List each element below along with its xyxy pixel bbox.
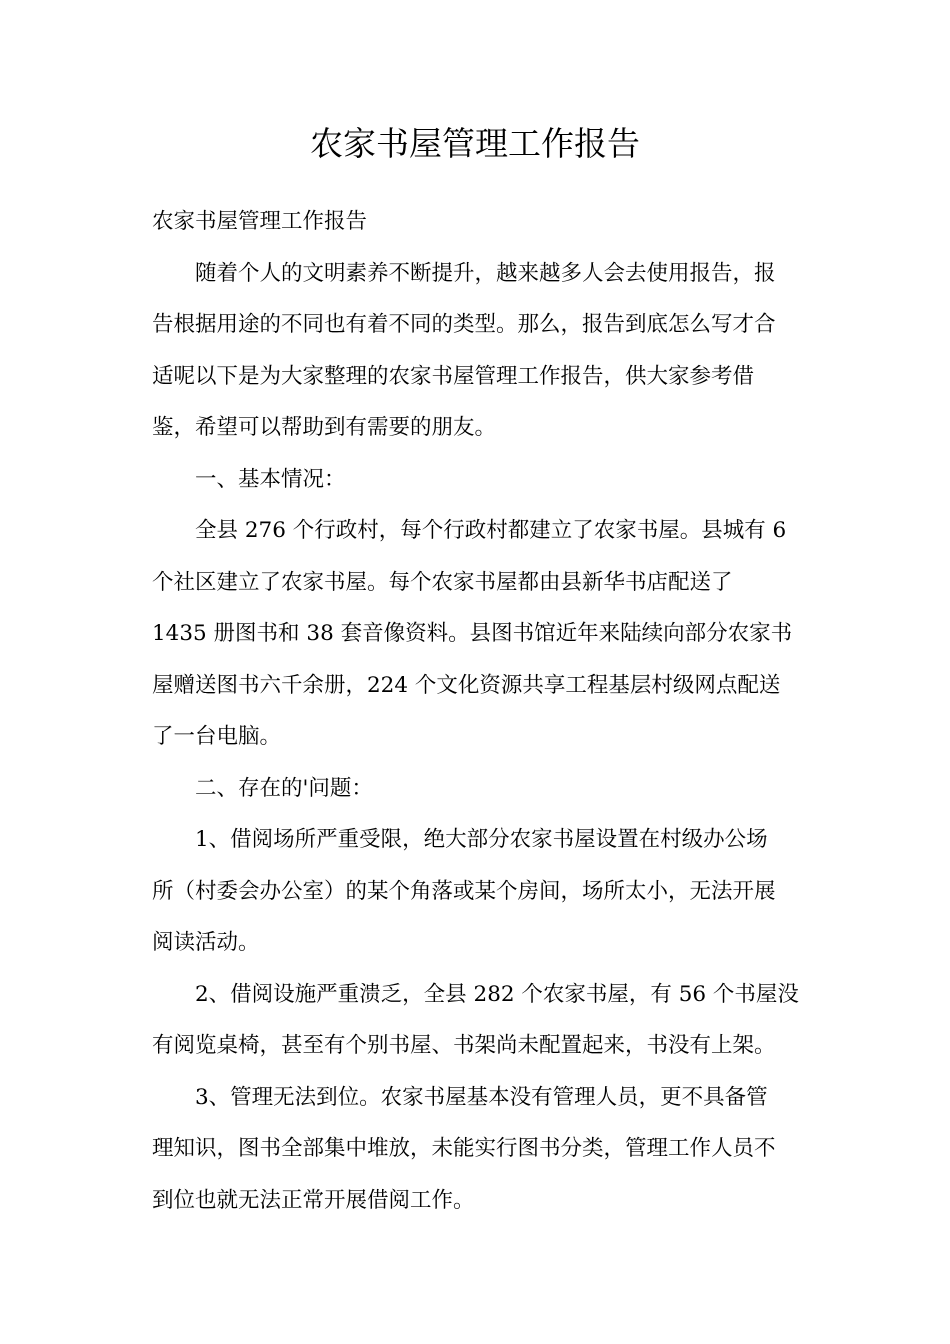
text-line: 2、借阅设施严重溃乏，全县 282 个农家书屋，有 56 个书屋没 bbox=[195, 981, 799, 1007]
document-subtitle: 农家书屋管理工作报告 bbox=[152, 209, 368, 234]
paragraph-problem-1 bbox=[152, 814, 800, 969]
section-heading-basic bbox=[152, 454, 800, 506]
text-line: 有阅览桌椅，甚至有个别书屋、书架尚未配置起来，书没有上架。 bbox=[152, 1033, 776, 1058]
paragraph-problem-3 bbox=[152, 1072, 800, 1227]
paragraph-basic-situation bbox=[152, 505, 800, 763]
document-title: 农家书屋管理工作报告 bbox=[310, 124, 640, 163]
text-line: 全县 276 个行政村，每个行政村都建立了农家书屋。县城有 6 bbox=[195, 518, 787, 543]
text-line: 个社区建立了农家书屋。每个农家书屋都由县新华书店配送了 bbox=[152, 569, 733, 595]
text-line: 了一台电脑。 bbox=[152, 724, 282, 749]
text-line: 屋赠送图书六千余册，224 个文化资源共享工程基层村级网点配送 bbox=[152, 672, 781, 698]
text-line: 告根据用途的不同也有着不同的类型。那么，报告到底怎么写才合 bbox=[152, 312, 776, 337]
document-body bbox=[152, 196, 800, 1226]
text-line: 1435 册图书和 38 套音像资料。县图书馆近年来陆续向部分农家书 bbox=[152, 621, 793, 646]
text-line: 二、存在的'问题： bbox=[195, 775, 373, 801]
text-line: 适呢以下是为大家整理的农家书屋管理工作报告，供大家参考借 bbox=[152, 363, 755, 389]
text-line: 1、借阅场所严重受限，绝大部分农家书屋设置在村级办公场 bbox=[195, 827, 768, 852]
text-line: 鉴，希望可以帮助到有需要的朋友。 bbox=[152, 415, 497, 440]
text-line: 3、管理无法到位。农家书屋基本没有管理人员，更不具备管 bbox=[195, 1084, 768, 1110]
text-line: 理知识，图书全部集中堆放，未能实行图书分类，管理工作人员不 bbox=[152, 1136, 776, 1161]
text-line: 随着个人的文明素养不断提升，越来越多人会去使用报告，报 bbox=[195, 260, 776, 286]
paragraph-intro bbox=[152, 248, 800, 454]
paragraph-problem-2 bbox=[152, 969, 800, 1072]
text-line: 阅读活动。 bbox=[152, 930, 260, 955]
text-line: 所（村委会办公室）的某个角落或某个房间，场所太小，无法开展 bbox=[152, 878, 776, 904]
section-heading-problems bbox=[152, 763, 800, 815]
text-line: 一、基本情况： bbox=[195, 466, 346, 492]
text-line: 到位也就无法正常开展借阅工作。 bbox=[152, 1187, 475, 1213]
